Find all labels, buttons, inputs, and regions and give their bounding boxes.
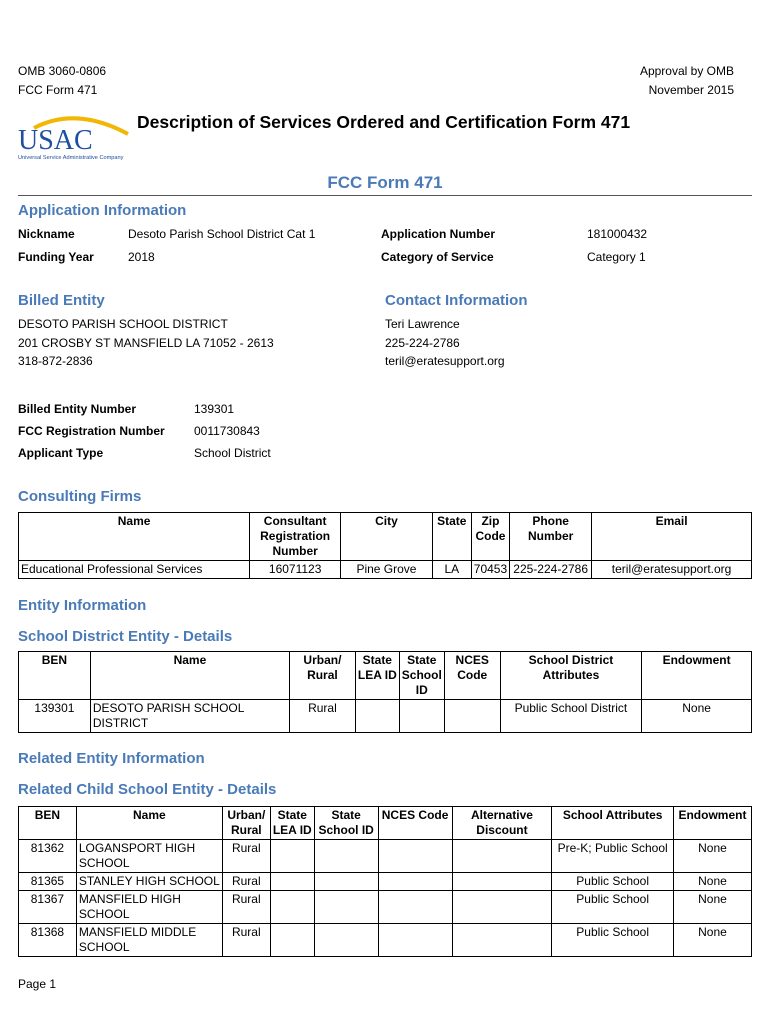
table-cell	[355, 700, 399, 733]
approval-date: November 2015	[648, 83, 734, 97]
table-cell	[314, 840, 378, 873]
col-header: Name	[76, 807, 222, 840]
table-cell: Public School	[552, 873, 674, 891]
approval-text: Approval by OMB	[639, 64, 734, 78]
table-cell: Pine Grove	[341, 561, 433, 579]
usac-logo	[16, 112, 136, 164]
col-header: BEN	[19, 652, 91, 700]
related-header-row	[19, 807, 752, 840]
table-cell	[378, 873, 452, 891]
table-cell: Public School	[552, 924, 674, 957]
applicant-type-value: School District	[194, 446, 271, 460]
col-header: State LEA ID	[355, 652, 399, 700]
table-cell: Rural	[222, 891, 270, 924]
nickname-value: Desoto Parish School District Cat 1	[128, 227, 316, 241]
table-cell	[378, 924, 452, 957]
fcc-registration-label: FCC Registration Number	[18, 424, 165, 438]
table-cell: MANSFIELD MIDDLE SCHOOL	[76, 924, 222, 957]
table-cell: Rural	[222, 840, 270, 873]
contact-email: teril@eratesupport.org	[385, 354, 505, 368]
table-cell: 81365	[19, 873, 77, 891]
school-district-heading: School District Entity - Details	[18, 628, 233, 645]
application-heading: Application Information	[18, 202, 187, 219]
table-cell: 16071123	[250, 561, 341, 579]
table-cell	[314, 891, 378, 924]
page-number: Page 1	[18, 977, 57, 991]
table-cell: None	[673, 924, 751, 957]
form-title: Description of Services Ordered and Certification Form 471	[137, 112, 631, 132]
consulting-table	[18, 512, 752, 579]
table-cell: 81367	[19, 891, 77, 924]
applicant-type-label: Applicant Type	[18, 446, 104, 460]
table-cell: 70453	[471, 561, 509, 579]
form-number: FCC Form 471	[18, 83, 98, 97]
table-row	[19, 700, 752, 733]
col-header: Phone Number	[510, 513, 592, 561]
table-cell: Pre-K; Public School	[552, 840, 674, 873]
table-cell	[452, 891, 552, 924]
col-header: Name	[19, 513, 250, 561]
table-cell: Rural	[222, 873, 270, 891]
table-cell: Rural	[289, 700, 355, 733]
entity-heading: Entity Information	[18, 597, 147, 614]
consulting-header-row	[19, 513, 752, 561]
contact-phone: 225-224-2786	[385, 336, 460, 350]
application-number-value: 181000432	[587, 227, 648, 241]
table-cell: DESOTO PARISH SCHOOL DISTRICT	[90, 700, 289, 733]
contact-heading: Contact Information	[385, 292, 528, 309]
table-row	[19, 840, 752, 873]
billed-entity-heading: Billed Entity	[18, 292, 105, 309]
billed-entity-number-value: 139301	[194, 402, 235, 416]
application-number-label: Application Number	[381, 227, 496, 241]
table-cell: Educational Professional Services	[19, 561, 250, 579]
related-child-heading: Related Child School Entity - Details	[18, 781, 277, 798]
col-header: State School ID	[399, 652, 444, 700]
col-header: Consultant Registration Number	[250, 513, 341, 561]
funding-year-value: 2018	[128, 250, 155, 264]
school-district-header-row	[19, 652, 752, 700]
fcc-registration-value: 0011730843	[194, 424, 260, 438]
table-cell	[314, 924, 378, 957]
table-cell	[270, 891, 314, 924]
form-subtitle: FCC Form 471	[327, 173, 443, 192]
table-row	[19, 873, 752, 891]
col-header: NCES Code	[378, 807, 452, 840]
table-cell	[270, 924, 314, 957]
table-cell: STANLEY HIGH SCHOOL	[76, 873, 222, 891]
col-header: Urban/ Rural	[289, 652, 355, 700]
col-header: Endowment	[673, 807, 751, 840]
school-district-table	[18, 651, 752, 733]
table-cell: Public School	[552, 891, 674, 924]
col-header: School District Attributes	[500, 652, 642, 700]
table-cell: 81368	[19, 924, 77, 957]
table-cell: LOGANSPORT HIGH SCHOOL	[76, 840, 222, 873]
table-cell: None	[642, 700, 752, 733]
col-header: School Attributes	[552, 807, 674, 840]
col-header: Zip Code	[471, 513, 509, 561]
table-cell: 225-224-2786	[510, 561, 592, 579]
billed-entity-name: DESOTO PARISH SCHOOL DISTRICT	[18, 317, 228, 331]
omb-number: OMB 3060-0806	[18, 64, 107, 78]
table-cell: None	[673, 873, 751, 891]
table-cell	[452, 873, 552, 891]
col-header: State	[432, 513, 471, 561]
category-label: Category of Service	[381, 250, 494, 264]
nickname-label: Nickname	[18, 227, 75, 241]
col-header: NCES Code	[444, 652, 500, 700]
table-cell: Rural	[222, 924, 270, 957]
billed-entity-number-label: Billed Entity Number	[18, 402, 137, 416]
col-header: State LEA ID	[270, 807, 314, 840]
table-cell	[270, 873, 314, 891]
related-child-table	[18, 806, 752, 957]
table-cell	[399, 700, 444, 733]
col-header: Urban/ Rural	[222, 807, 270, 840]
col-header: BEN	[19, 807, 77, 840]
consulting-heading: Consulting Firms	[18, 488, 142, 505]
table-cell: 139301	[19, 700, 91, 733]
col-header: Endowment	[642, 652, 752, 700]
table-row	[19, 924, 752, 957]
col-header: State School ID	[314, 807, 378, 840]
table-cell	[444, 700, 500, 733]
table-cell	[452, 840, 552, 873]
table-cell	[378, 840, 452, 873]
billed-entity-address: 201 CROSBY ST MANSFIELD LA 71052 - 2613	[18, 336, 274, 350]
contact-name: Teri Lawrence	[385, 317, 460, 331]
table-cell: LA	[432, 561, 471, 579]
table-row	[19, 561, 752, 579]
table-cell: MANSFIELD HIGH SCHOOL	[76, 891, 222, 924]
table-row	[19, 891, 752, 924]
table-cell: 81362	[19, 840, 77, 873]
funding-year-label: Funding Year	[18, 250, 94, 264]
table-cell	[270, 840, 314, 873]
table-cell: Public School District	[500, 700, 642, 733]
table-cell	[452, 924, 552, 957]
table-cell	[314, 873, 378, 891]
title-divider	[18, 195, 752, 196]
table-cell: None	[673, 891, 751, 924]
billed-entity-phone: 318-872-2836	[18, 354, 93, 368]
col-header: Email	[592, 513, 752, 561]
related-entity-heading: Related Entity Information	[18, 750, 205, 767]
usac-logo-graphic	[16, 112, 136, 164]
col-header: City	[341, 513, 433, 561]
table-cell: teril@eratesupport.org	[592, 561, 752, 579]
category-value: Category 1	[587, 250, 646, 264]
table-cell	[378, 891, 452, 924]
logo-text: USAC	[18, 125, 93, 156]
table-cell: None	[673, 840, 751, 873]
col-header: Name	[90, 652, 289, 700]
logo-tagline: Universal Service Administrative Company	[18, 155, 124, 161]
col-header: Alternative Discount	[452, 807, 552, 840]
